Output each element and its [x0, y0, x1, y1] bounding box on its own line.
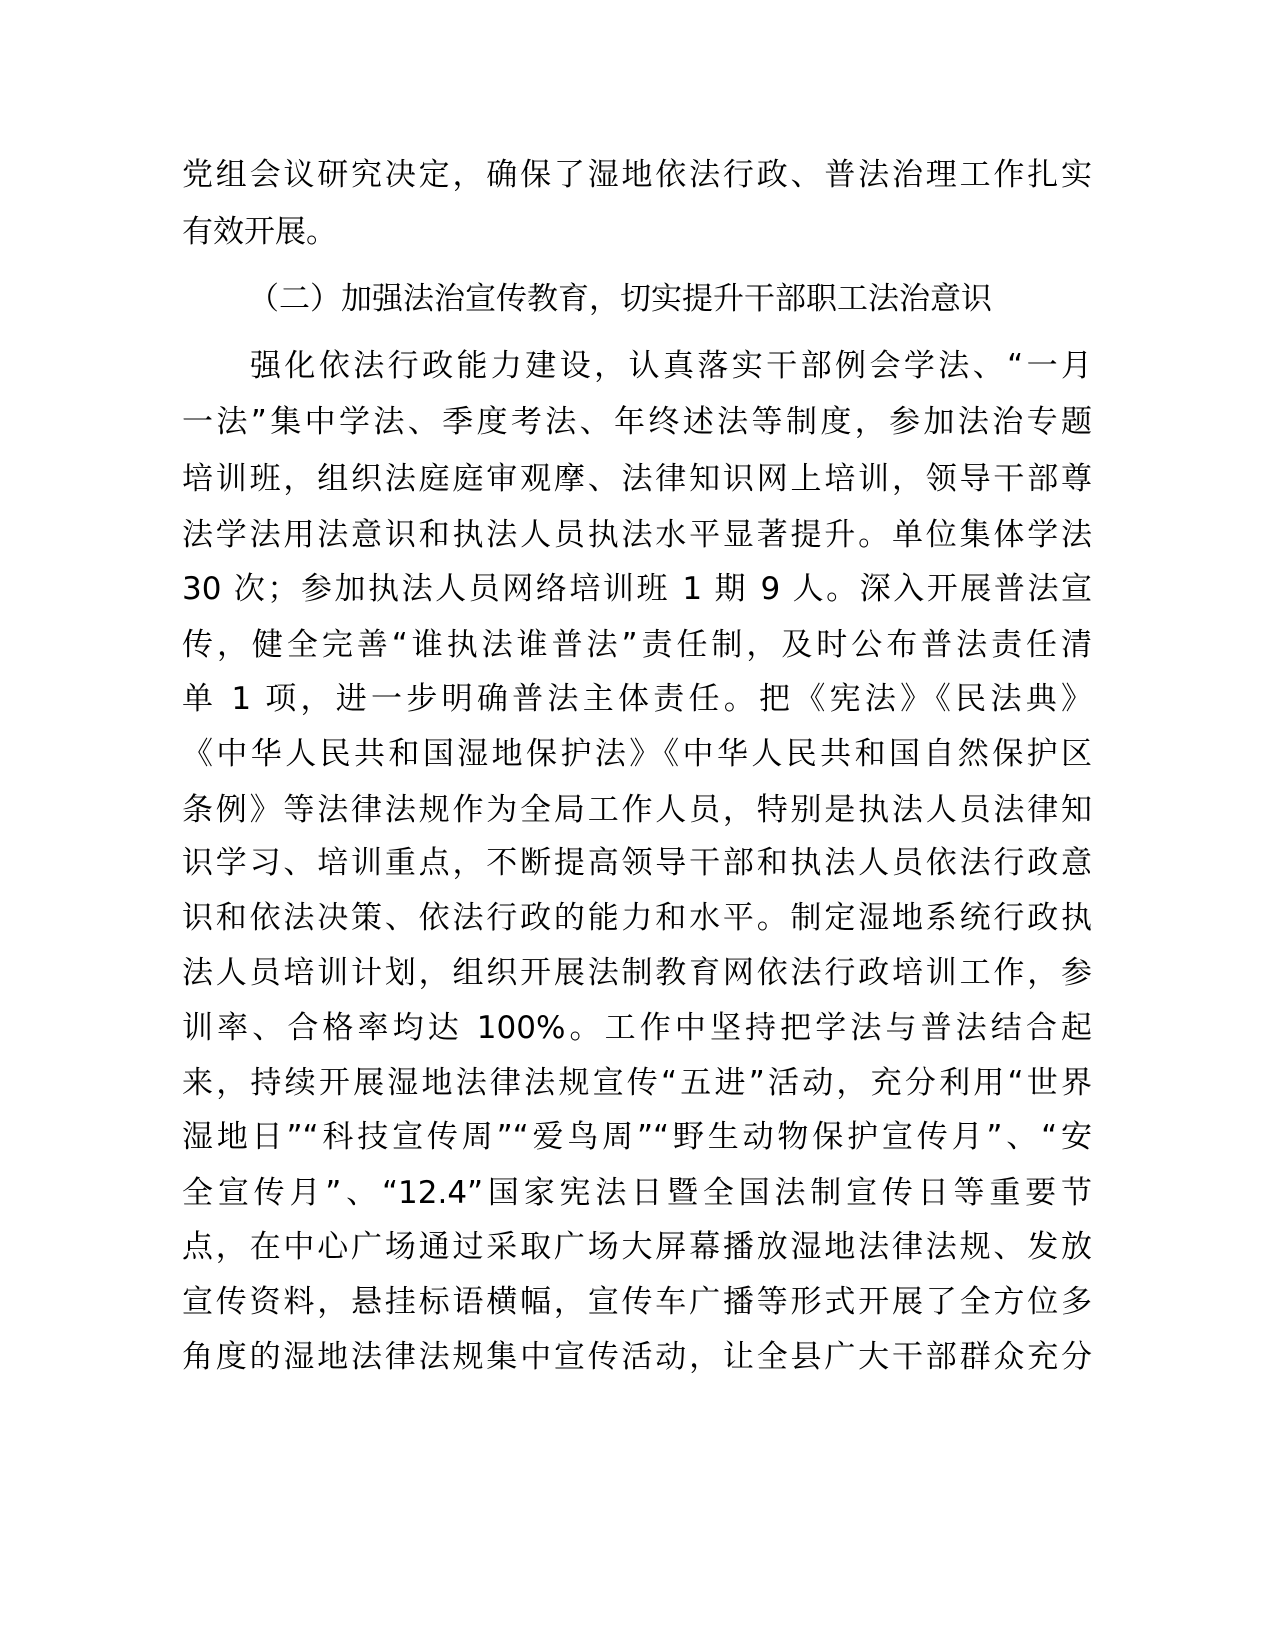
text-line-12: 条例》等法律法规作为全局工作人员，特别是执法人员法律知 [182, 792, 1092, 828]
text-line-22: 角度的湿地法律法规集中宣传活动，让全县广大干部群众充分 [182, 1339, 1092, 1375]
text-line-10: 单 1 项，进一步明确普法主体责任。把《宪法》《民法典》 [182, 681, 1092, 717]
text-line-11: 《中华人民共和国湿地保护法》《中华人民共和国自然保护区 [182, 736, 1092, 772]
text-line-21: 宣传资料，悬挂标语横幅，宣传车广播等形式开展了全方位多 [182, 1284, 1092, 1320]
section-heading: （二）加强法治宣传教育，切实提升干部职工法治意识 [248, 281, 992, 317]
text-line-13: 识学习、培训重点，不断提高领导干部和执法人员依法行政意 [182, 845, 1092, 881]
paragraph-first-line: 强化依法行政能力建设，认真落实干部例会学法、“一月 [250, 348, 1092, 384]
text-line-5: 一法”集中学法、季度考法、年终述法等制度，参加法治专题 [182, 404, 1092, 440]
text-line-19: 全宣传月”、“12.4”国家宪法日暨全国法制宣传日等重要节 [182, 1175, 1092, 1211]
text-line-14: 识和依法决策、依法行政的能力和水平。制定湿地系统行政执 [182, 900, 1092, 936]
text-line-20: 点，在中心广场通过采取广场大屏幕播放湿地法律法规、发放 [182, 1229, 1092, 1265]
text-line-16: 训率、合格率均达 100%。工作中坚持把学法与普法结合起 [182, 1010, 1092, 1046]
text-line-8: 30 次；参加执法人员网络培训班 1 期 9 人。深入开展普法宣 [182, 571, 1092, 607]
text-line-9: 传，健全完善“谁执法谁普法”责任制，及时公布普法责任清 [182, 627, 1092, 663]
text-line-2: 有效开展。 [182, 214, 337, 250]
text-line-7: 法学法用法意识和执法人员执法水平显著提升。单位集体学法 [182, 517, 1092, 553]
text-line-6: 培训班，组织法庭庭审观摩、法律知识网上培训，领导干部尊 [182, 461, 1092, 497]
text-line-15: 法人员培训计划，组织开展法制教育网依法行政培训工作，参 [182, 955, 1092, 991]
text-line-1: 党组会议研究决定，确保了湿地依法行政、普法治理工作扎实 [182, 157, 1092, 193]
text-line-18: 湿地日”“科技宣传周”“爱鸟周”“野生动物保护宣传月”、“安 [182, 1119, 1092, 1155]
text-line-17: 来，持续开展湿地法律法规宣传“五进”活动，充分利用“世界 [182, 1065, 1092, 1101]
